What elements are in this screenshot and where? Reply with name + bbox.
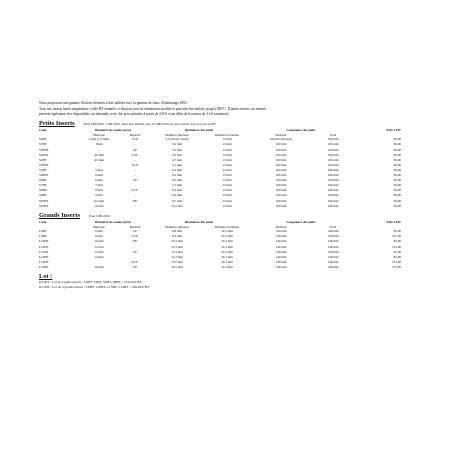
table-cell: 148 mm [327,239,339,244]
table-cell: 13 mm [222,198,232,203]
product-code: S3PHT [39,147,49,152]
column-subheader: Diamètre Intérieur [165,224,189,229]
table-cell: 3,2 mm [171,142,183,147]
table-cell: 100 mm [275,152,287,157]
table-cell: 106 mm [327,147,339,152]
table-cell: 10,3 mm [171,239,183,244]
table-cell: 100 mm [275,203,287,208]
table-row [39,265,401,270]
table-cell: 10 mm [94,239,104,244]
table-cell: - [98,259,100,264]
table-cell: 2,2 mm (6,5 mm) [165,137,189,142]
intro-line: Tous nos inserts haute température codés HT émaniés ci-dessous sont en aluminium anodisé et peuvent être utilisés jusqu'à 500°C. D'autres inserts sur mesure [39,106,267,111]
price-cell: 99,00 [393,147,402,152]
column-header: Longueurs des puits [286,127,316,132]
table-cell: 7 mm [95,183,103,188]
column-header: Code [39,127,47,132]
table-cell: 12,3 mm [171,244,183,249]
table-cell: 4,7 mm [171,157,183,162]
table-cell: 19,3 mm [221,254,233,259]
table-cell: 19,3 mm [221,244,233,249]
column-header: Prix € HT [386,127,402,132]
table-cell: 100 mm [275,142,287,147]
table-cell: - [134,244,136,249]
table-cell: 19,3 mm [221,259,233,264]
table-cell: 19,3 mm [221,264,233,269]
product-code: S5HT [39,167,47,172]
table-cell: 60 mm (40 mm) [270,137,292,142]
product-code: L8HT [39,234,48,239]
table-cell: 140 mm [275,244,287,249]
table-cell: 6 mm [95,229,103,234]
table-cell: - [134,193,136,198]
table-cell: 148 mm [327,254,339,259]
column-header: Diamètres des puits [184,219,214,224]
column-subheader: Diamètre Extérieur [214,132,240,137]
table-cell: 5 mm [95,167,103,172]
column-header: Prix € HT [386,219,402,224]
product-code: S8HT [39,188,47,193]
table-cell: 15,0 mm [171,259,183,264]
table-cell: 106 mm [327,178,339,183]
table-cell: 100 mm [275,162,287,167]
large-inserts-title: Grands Inserts [39,211,81,219]
intro-line: peuvent également être disponibles sur demande, avec des prix unitaires à partir de 225 € et un délai de livraison de 4 à 8 semaines]. [39,112,230,117]
table-cell: 10,2 mm [171,203,183,208]
table-cell: 5/16" [131,234,139,239]
product-code: L10HT [39,239,49,244]
table-cell: 13,3 mm [171,249,183,254]
table-cell: 19,3 mm [221,239,233,244]
table-cell: 100 mm [275,167,287,172]
table-cell: 106 mm [327,152,339,157]
table-cell: - [134,203,136,208]
table-cell: 140 mm [275,249,287,254]
intro-line: Nous proposons une gamme d'inserts destinés à être utilisés avec la gamme de fours d'étalonnage UBC. [39,101,189,105]
small-inserts-note: Pour UBC2001, UBC1001. Peut être utilisés avec le UBC2010 en association avec le pack L1HT [83,121,216,126]
table-cell: - [134,167,136,172]
price-cell: 135,00 [391,234,402,239]
price-cell: 135,00 [391,259,402,264]
intro-paragraph [39,101,409,117]
column-subheader: Diamètre Intérieur [165,132,189,137]
table-cell: 8,4 mm [171,188,183,193]
product-code: L15HT [39,259,49,264]
table-cell: 100 mm [275,198,287,203]
product-code: S97HT [39,198,49,203]
table-cell: 1/4" [132,178,138,183]
product-code: S6HT [39,178,47,183]
table-cell: 3mm [95,142,103,147]
product-code: L6HT [39,229,48,234]
column-header: Code [39,219,47,224]
table-cell: 4,2 mm [171,152,183,157]
document-content [39,101,409,289]
table-cell: 9/16" [131,259,139,264]
table-cell: - [134,173,136,178]
table-cell: 148 mm [327,259,339,264]
table-cell: 13 mm [222,157,232,162]
table-cell: 106 mm [327,188,339,193]
price-cell: 99,00 [393,167,402,172]
table-cell: 6 mm [95,173,103,178]
product-code: L14HT [39,254,49,259]
table-cell: 19,3 mm [221,234,233,239]
table-cell: 14 mm [94,254,104,259]
column-subheader: Intérieur [275,224,287,229]
table-cell: 1/2" [132,249,138,254]
price-cell: 99,00 [393,188,402,193]
table-cell: - [134,157,136,162]
table-cell: 10 mm [94,203,104,208]
product-code: S62HT [39,173,49,178]
table-cell: 9,5 mm [93,198,105,203]
small-inserts-table [39,127,401,209]
table-cell: 1/8" [132,147,138,152]
table-cell: 13 mm [222,162,232,167]
table-cell: 3/8" [132,198,138,203]
table-cell: - [134,183,136,188]
table-cell: 13 mm [222,137,232,142]
column-subheader: Intérieur [275,132,287,137]
table-cell: 140 mm [275,264,287,269]
price-cell: 99,00 [393,142,402,147]
table-cell: 106 mm [327,137,339,142]
price-cell: 85,00 [393,249,402,254]
table-cell: 13 mm [94,249,104,254]
table-cell: 100 mm [275,188,287,193]
product-code: S42HT [39,152,49,157]
price-cell: 99,00 [393,173,402,178]
table-cell: 106 mm [327,203,339,208]
table-cell: 7,2 mm [171,183,183,188]
price-cell: 99,00 [393,193,402,198]
table-cell: 19,3 mm [221,249,233,254]
column-header: Diamètre de sonde prévu [94,219,132,224]
table-cell: 13 mm [222,183,232,188]
table-cell: 6 mm [95,178,103,183]
table-cell: - [134,142,136,147]
column-subheader: Total [329,224,337,229]
table-cell: 106 mm [327,162,339,167]
table-cell: 106 mm [327,173,339,178]
table-cell: 1/4" [132,229,138,234]
table-cell: 106 mm [327,183,339,188]
table-cell: 5/32" [131,152,139,157]
table-cell: 148 mm [327,229,339,234]
column-subheader: Métrique [93,224,105,229]
table-cell: 1/16" [131,137,139,142]
price-cell: 99,00 [393,157,402,162]
table-cell: 100 mm [275,193,287,198]
table-cell: 148 mm [327,244,339,249]
product-code: S2HT [39,137,47,142]
product-code: L12HT [39,244,49,249]
table-cell: 106 mm [327,142,339,147]
price-cell: 85,00 [393,239,402,244]
product-code: S4HT [39,157,47,162]
lots-list [39,280,409,289]
table-cell: 3,5 mm [171,147,183,152]
table-cell: 16 mm [94,264,104,269]
table-cell: 148 mm [327,234,339,239]
table-cell: 100 mm [275,183,287,188]
table-cell: - [98,162,100,167]
table-cell: 14,3 mm [171,254,183,259]
product-code: L13HT [39,249,49,254]
table-cell: 9,7 mm [171,198,183,203]
large-inserts-heading [39,212,409,219]
table-cell: 106 mm [327,193,339,198]
product-code: S9HT [39,193,47,198]
product-code: S5PHT [39,162,49,167]
table-row [39,204,401,209]
table-cell: 13 mm [222,188,232,193]
table-cell: 148 mm [327,264,339,269]
price-cell: 99,00 [393,162,402,167]
table-cell: 13 mm [222,167,232,172]
table-cell: 106 mm [327,198,339,203]
table-cell: - [134,254,136,259]
table-cell: 8,4 mm [171,234,183,239]
column-header: Longueurs des puits [286,219,316,224]
small-inserts-title: Petits Inserts [39,119,75,127]
table-cell: 4,5 mm [93,157,105,162]
product-code: L16HT [39,264,49,269]
lot-item: KS1HT : Lot de 4 petits inserts : S3HT, S4HT, S6HT, S8HT = 219,00 € HT [39,280,142,285]
large-inserts-table [39,219,401,270]
table-cell: 9 mm [95,193,103,198]
table-cell: 140 mm [275,229,287,234]
table-cell: 148 mm [327,249,339,254]
price-cell: 85,00 [393,229,402,234]
table-cell: 140 mm [275,259,287,264]
price-cell: 99,00 [393,152,402,157]
price-cell: 99,00 [393,178,402,183]
table-cell: 19,3 mm [221,229,233,234]
column-subheader: Total [329,132,337,137]
table-cell: 100 mm [275,178,287,183]
price-cell: 135,00 [391,264,402,269]
table-cell: 13 mm [222,203,232,208]
column-header: Diamètre de sonde prévu [94,127,132,132]
product-code: S10HT [39,203,49,208]
lots-title: Lot : [39,273,53,281]
table-cell: 6,5 mm [171,178,183,183]
table-cell: 106 mm [327,167,339,172]
price-cell: 99,00 [393,183,402,188]
large-inserts-note: Pour UBC2010 [89,213,111,218]
table-cell: 6,8 mm [171,229,183,234]
table-cell: 13 mm [222,152,232,157]
table-cell: 13 mm [222,173,232,178]
price-cell: 99,00 [393,198,402,203]
table-cell: 140 mm [275,239,287,244]
column-subheader: Impérial [129,132,141,137]
table-cell: 5,2 mm [171,167,183,172]
table-cell: 13 mm [222,147,232,152]
table-cell: 3/16" [131,162,139,167]
table-cell: 2 mm (1,5 mm) [88,137,110,142]
column-subheader: Diamètre Extérieur [214,224,240,229]
price-cell: 85,00 [393,254,402,259]
price-cell: 99,00 [393,203,402,208]
table-cell: 5/8" [132,264,138,269]
table-cell: 140 mm [275,254,287,259]
table-cell: 13 mm [222,178,232,183]
table-cell: 9,2 mm [171,193,183,198]
price-cell: 99,00 [393,137,402,142]
table-cell: 13 mm [222,142,232,147]
table-cell: 100 mm [275,173,287,178]
table-cell: 12 mm [94,244,104,249]
price-cell: 135,00 [391,244,402,249]
table-cell: 140 mm [275,234,287,239]
small-inserts-heading [39,120,409,127]
table-cell: 5/16" [131,188,139,193]
table-cell: 106 mm [327,157,339,162]
table-cell: 4,0 mm [93,152,105,157]
table-cell: 5,1 mm [171,162,183,167]
table-cell: 8 mm [95,188,103,193]
product-code: S3HT [39,142,47,147]
column-subheader: Métrique [93,132,105,137]
table-cell: 100 mm [275,147,287,152]
column-subheader: Impérial [129,224,141,229]
table-cell: 100 mm [275,157,287,162]
table-cell: 8 mm [95,234,103,239]
table-cell: 3/8" [132,239,138,244]
table-cell: - [98,147,100,152]
table-cell: 16,5 mm [171,264,183,269]
product-code: S7HT [39,183,47,188]
table-cell: 13 mm [222,193,232,198]
lot-item: KL1HT : Lot de 4 grands inserts : L6HT, L10HT, L13HT, L14HT = 269,00 € HT [39,284,150,289]
table-cell: 6,2 mm [171,173,183,178]
column-header: Diamètres des puits [184,127,214,132]
